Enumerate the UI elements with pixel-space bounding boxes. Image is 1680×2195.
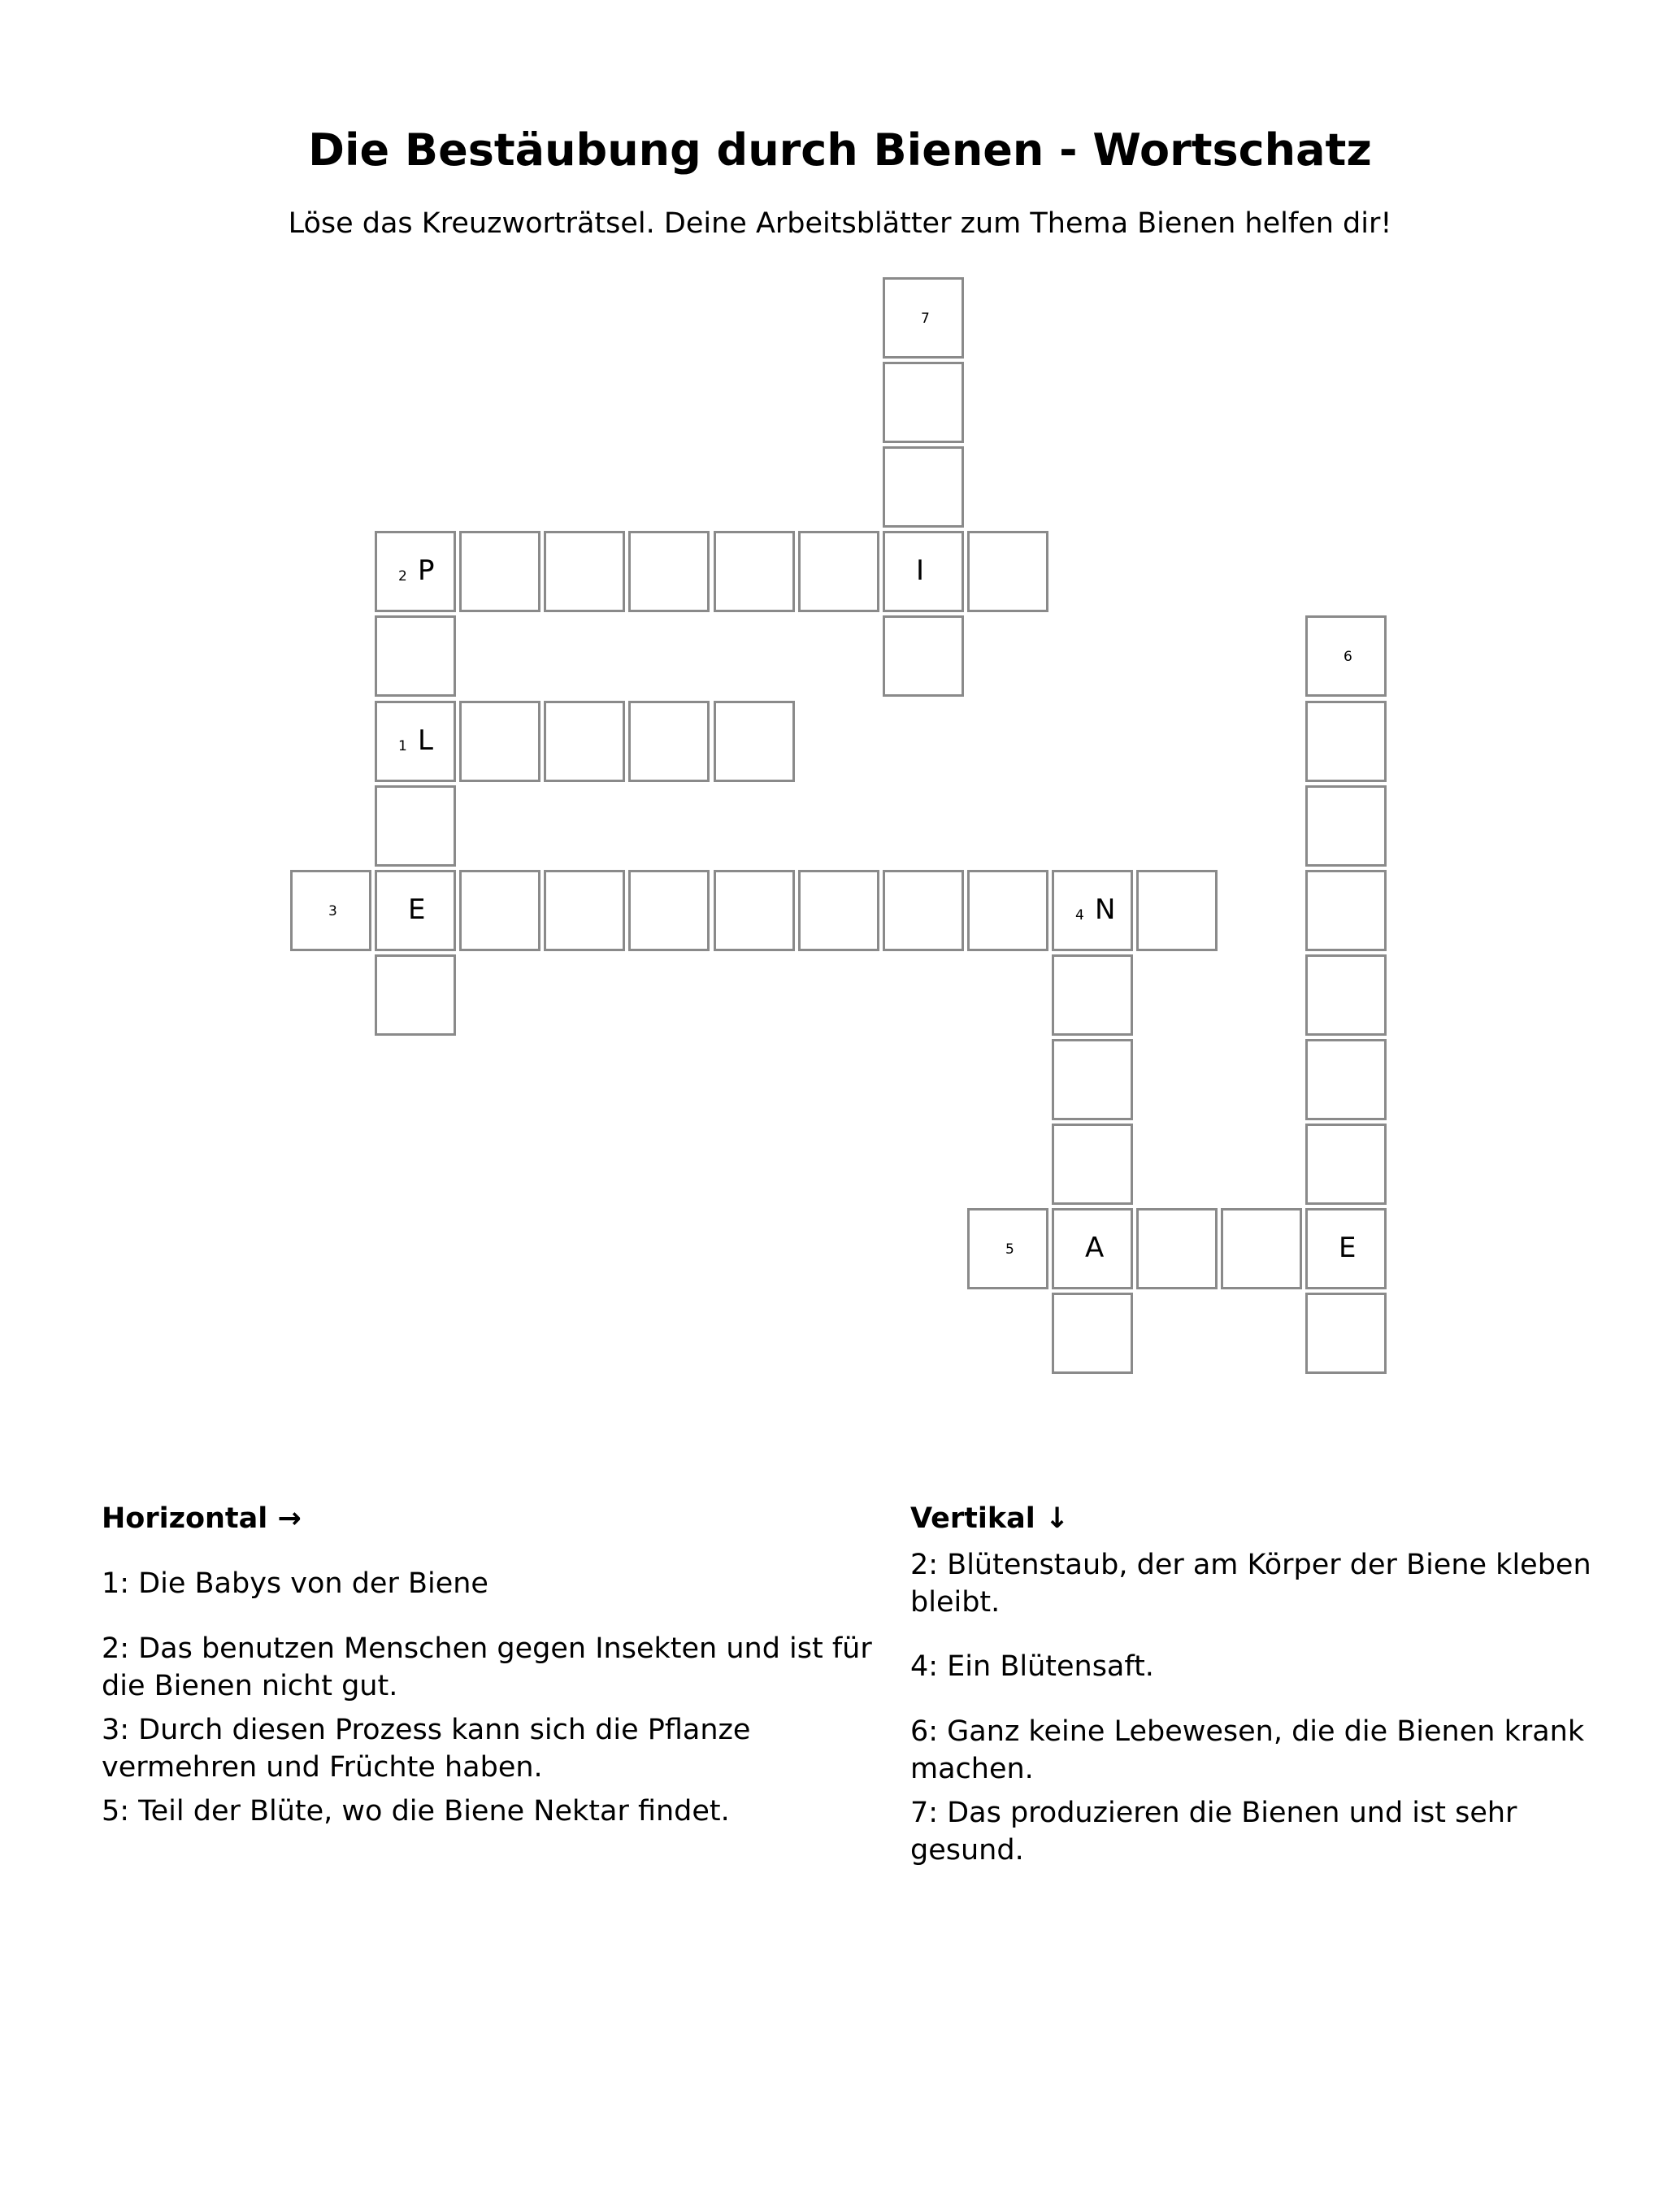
clue-number: 1 (398, 738, 407, 754)
clue-horizontal-5: 5: Teil der Blüte, wo die Biene Nektar findet. (102, 1795, 730, 1828)
crossword-cell[interactable] (459, 701, 540, 782)
crossword-cell[interactable] (628, 870, 710, 951)
prefilled-letter: L (418, 724, 433, 757)
crossword-cell[interactable] (1305, 1039, 1387, 1120)
crossword-cell[interactable] (883, 870, 964, 951)
prefilled-letter: I (916, 554, 925, 587)
crossword-cell[interactable] (1305, 870, 1387, 951)
crossword-cell[interactable] (1305, 785, 1387, 867)
crossword-cell[interactable] (375, 615, 456, 697)
clue-number: 7 (921, 311, 930, 327)
crossword-cell[interactable] (883, 362, 964, 443)
crossword-cell[interactable] (290, 870, 371, 951)
crossword-cell[interactable] (1136, 1208, 1218, 1289)
clue-vertical-6: 6: Ganz keine Lebewesen, die die Bienen krank machen. (910, 1715, 1585, 1785)
horizontal-heading: Horizontal → (102, 1502, 302, 1535)
vertical-heading: Vertikal ↓ (910, 1502, 1070, 1535)
crossword-cell[interactable] (1305, 701, 1387, 782)
crossword-cell[interactable] (1052, 1208, 1133, 1289)
crossword-cell[interactable] (628, 701, 710, 782)
clue-vertical-2: 2: Blütenstaub, der am Körper der Biene kleben bleibt. (910, 1549, 1591, 1619)
crossword-cell[interactable] (544, 870, 625, 951)
crossword-cell[interactable] (714, 701, 795, 782)
prefilled-letter: E (1339, 1232, 1357, 1264)
crossword-cell[interactable] (1305, 1208, 1387, 1289)
clue-number: 3 (328, 903, 337, 919)
crossword-cell[interactable] (883, 615, 964, 697)
crossword-cell[interactable] (1052, 870, 1133, 951)
crossword-cell[interactable] (883, 446, 964, 528)
clue-number: 6 (1344, 649, 1352, 665)
crossword-cell[interactable] (798, 531, 879, 612)
clue-vertical-4: 4: Ein Blütensaft. (910, 1650, 1154, 1683)
crossword-cell[interactable] (375, 870, 456, 951)
crossword-cell[interactable] (1305, 615, 1387, 697)
crossword-cell[interactable] (714, 870, 795, 951)
crossword-cell[interactable] (459, 531, 540, 612)
crossword-cell[interactable] (1052, 1039, 1133, 1120)
prefilled-letter: P (418, 554, 435, 587)
crossword-cell[interactable] (1052, 1124, 1133, 1205)
clue-number: 4 (1075, 907, 1084, 924)
crossword-cell[interactable] (883, 277, 964, 359)
crossword-cell[interactable] (1221, 1208, 1302, 1289)
crossword-cell[interactable] (628, 531, 710, 612)
crossword-cell[interactable] (1052, 954, 1133, 1036)
clue-vertical-7: 7: Das produzieren die Bienen und ist sehr gesund. (910, 1797, 1517, 1867)
crossword-cell[interactable] (967, 531, 1048, 612)
crossword-cell[interactable] (375, 701, 456, 782)
clue-horizontal-1: 1: Die Babys von der Biene (102, 1567, 488, 1600)
crossword-cell[interactable] (1305, 1293, 1387, 1374)
prefilled-letter: N (1095, 893, 1116, 926)
crossword-cell[interactable] (967, 1208, 1048, 1289)
worksheet-title: Die Bestäubung durch Bienen - Wortschatz (308, 124, 1372, 176)
prefilled-letter: A (1085, 1232, 1105, 1264)
worksheet-instructions: Löse das Kreuzworträtsel. Deine Arbeitsblätter zum Thema Bienen helfen dir! (288, 207, 1392, 240)
clue-number: 2 (398, 568, 407, 585)
crossword-cell[interactable] (544, 531, 625, 612)
crossword-cell[interactable] (1136, 870, 1218, 951)
crossword-cell[interactable] (1305, 954, 1387, 1036)
crossword-cell[interactable] (459, 870, 540, 951)
clue-horizontal-2: 2: Das benutzen Menschen gegen Insekten und ist für die Bienen nicht gut. (102, 1632, 872, 1702)
crossword-cell[interactable] (1052, 1293, 1133, 1374)
prefilled-letter: E (408, 893, 426, 926)
crossword-cell[interactable] (967, 870, 1048, 951)
crossword-cell[interactable] (1305, 1124, 1387, 1205)
crossword-cell[interactable] (375, 531, 456, 612)
crossword-cell[interactable] (883, 531, 964, 612)
crossword-cell[interactable] (375, 785, 456, 867)
crossword-cell[interactable] (544, 701, 625, 782)
clue-number: 5 (1005, 1241, 1014, 1258)
crossword-cell[interactable] (714, 531, 795, 612)
crossword-cell[interactable] (798, 870, 879, 951)
clue-horizontal-3: 3: Durch diesen Prozess kann sich die Pflanze vermehren und Früchte haben. (102, 1714, 751, 1784)
crossword-cell[interactable] (375, 954, 456, 1036)
